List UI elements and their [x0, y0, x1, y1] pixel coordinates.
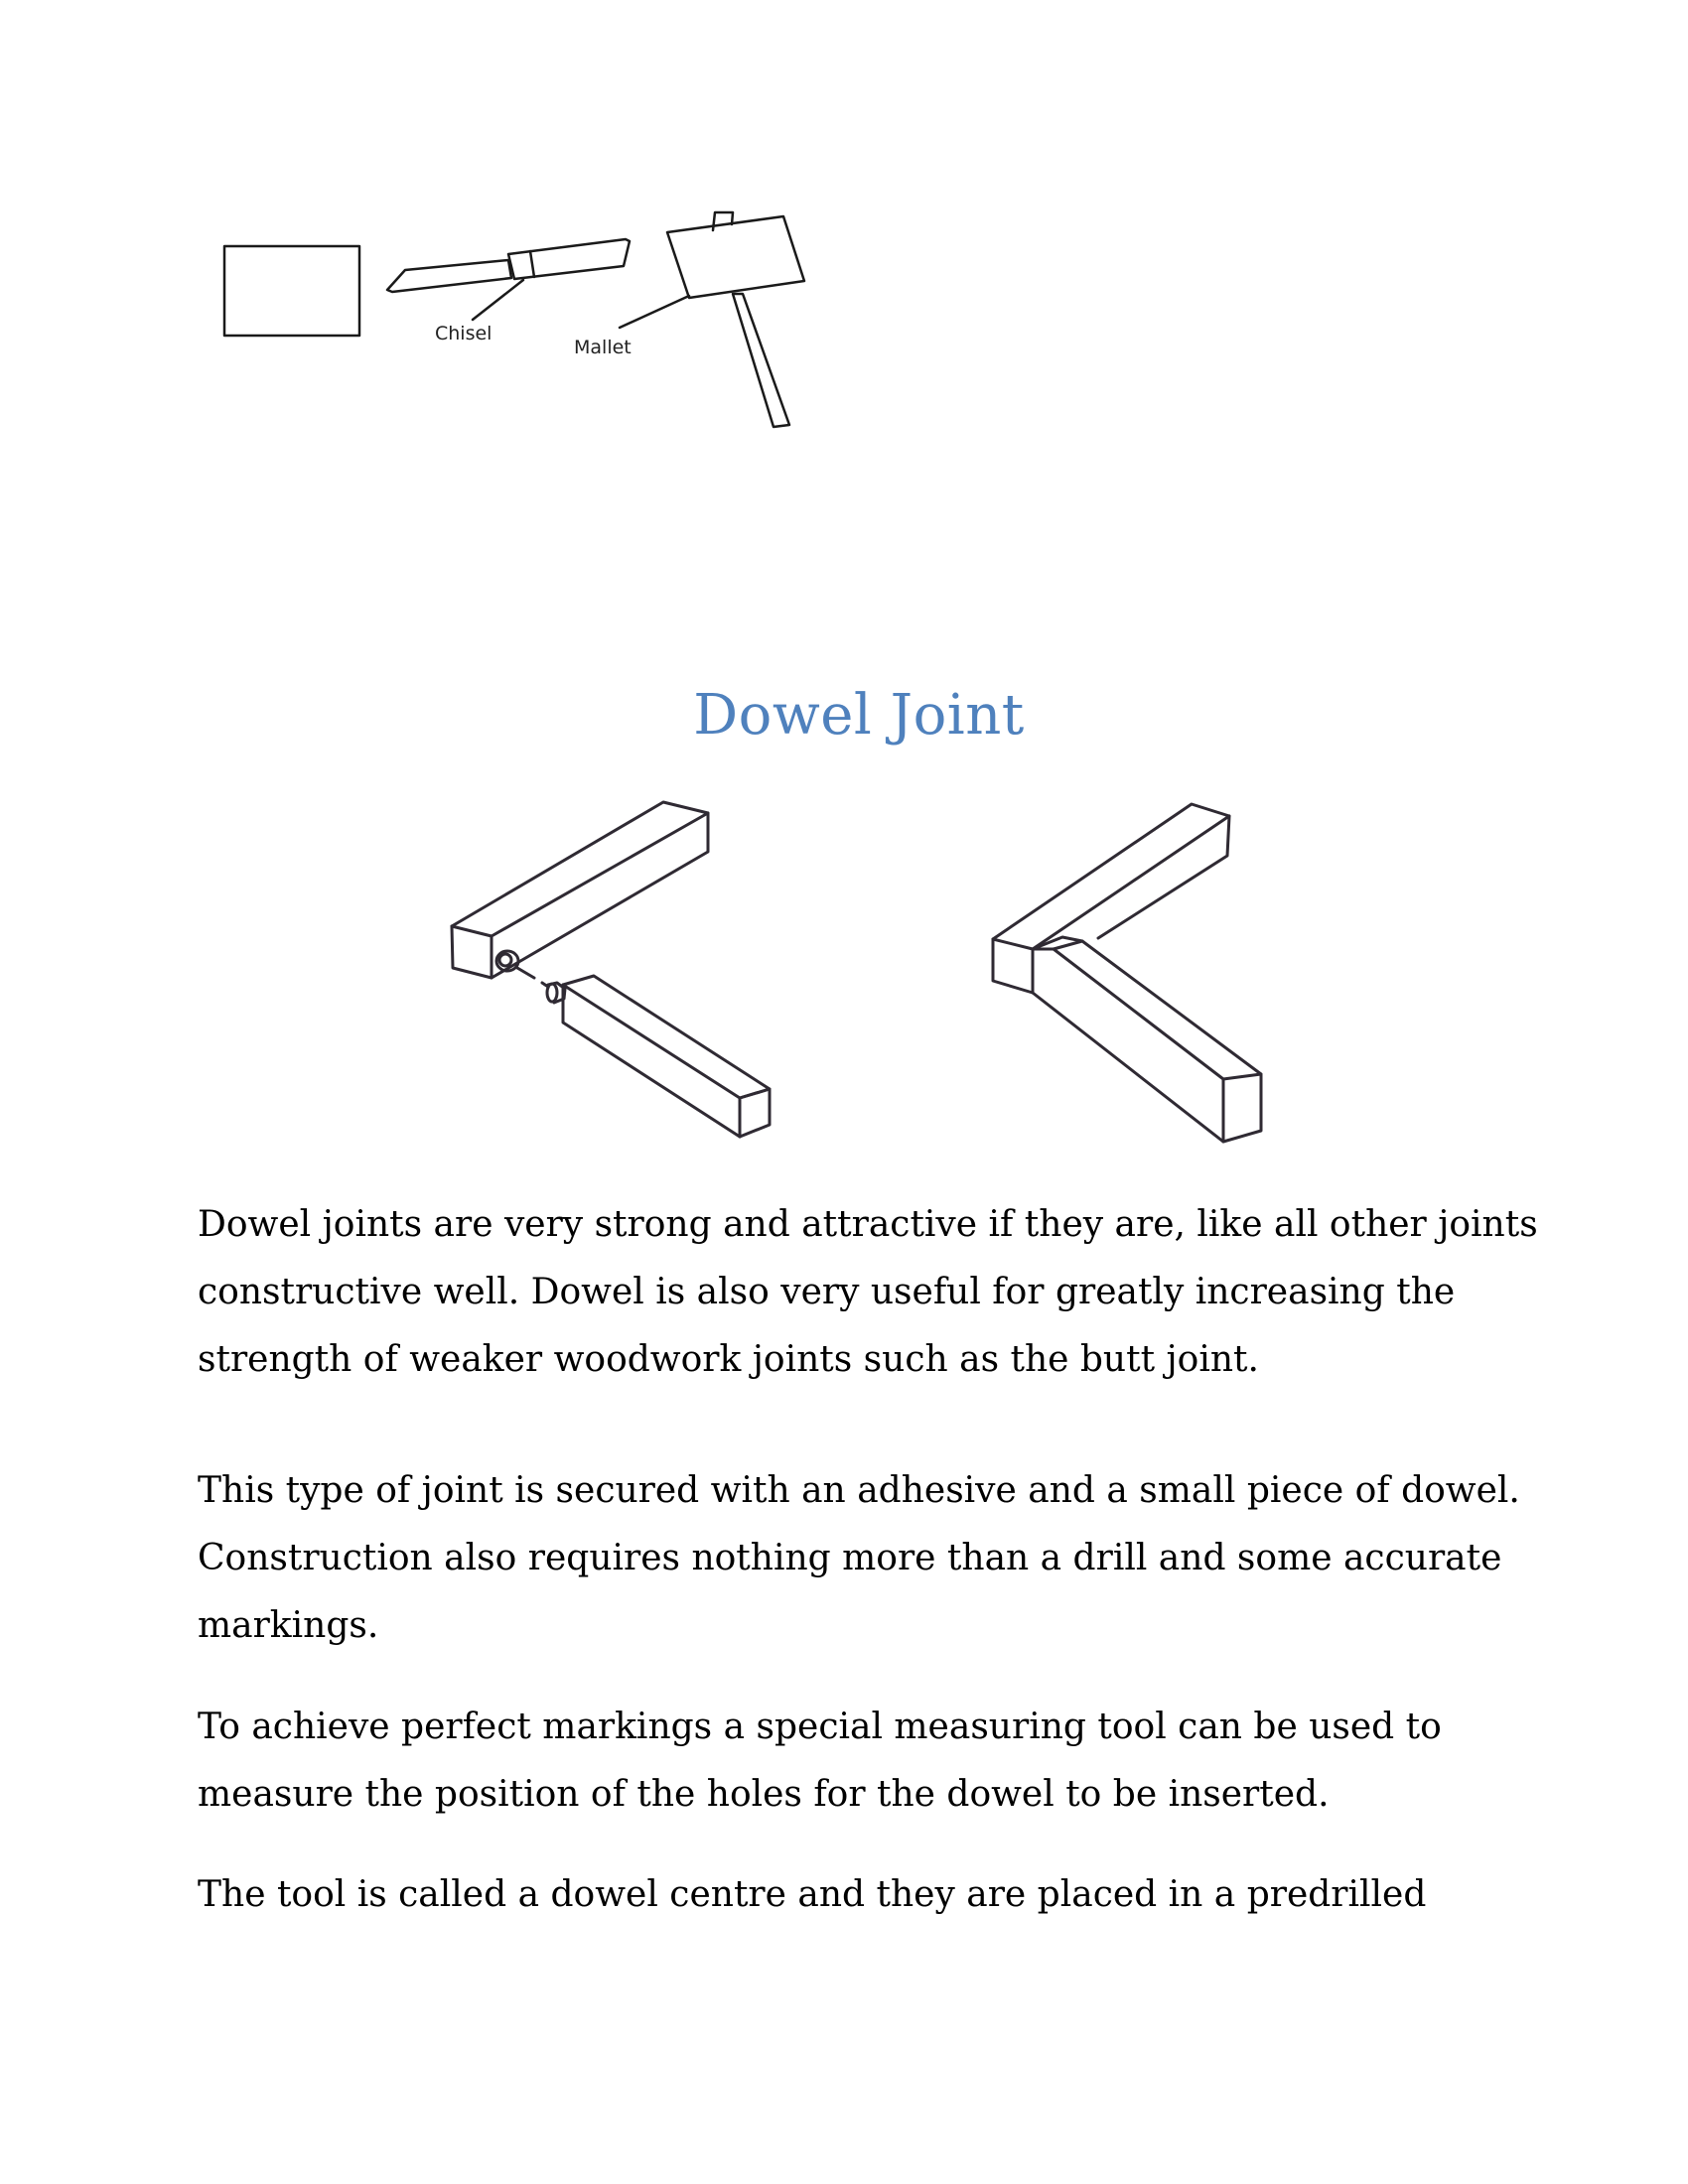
- dowel-joint-exploded-drawing: [452, 802, 770, 1137]
- mallet-drawing: [620, 212, 804, 427]
- paragraph-dowel-centre: The tool is called a dowel centre and they are placed in a predrilled: [198, 1874, 1427, 1915]
- mallet-label: Mallet: [574, 337, 632, 358]
- tools-illustration: [0, 0, 1688, 477]
- dowel-joint-assembled-drawing: [993, 804, 1261, 1142]
- paragraph-markings: To achieve perfect markings a special measuring tool can be used to measure the position of the holes for the dowel to be inserted.: [198, 1706, 1442, 1815]
- dowel-joint-illustration: [0, 764, 1688, 1161]
- section-title: Dowel Joint: [693, 683, 1025, 748]
- wood-block-drawing: [224, 246, 359, 336]
- paragraph-dowel-intro: Dowel joints are very strong and attractive if they are, like all other joints constructive well. Dowel is also very useful for greatly increasing the strength of weaker woodwork joints such as the butt joint.: [198, 1204, 1538, 1380]
- paragraph-construction: This type of joint is secured with an adhesive and a small piece of dowel. Construction also requires nothing more than a drill and some accurate markings.: [198, 1470, 1520, 1646]
- chisel-drawing: [387, 239, 630, 320]
- chisel-label: Chisel: [435, 323, 492, 344]
